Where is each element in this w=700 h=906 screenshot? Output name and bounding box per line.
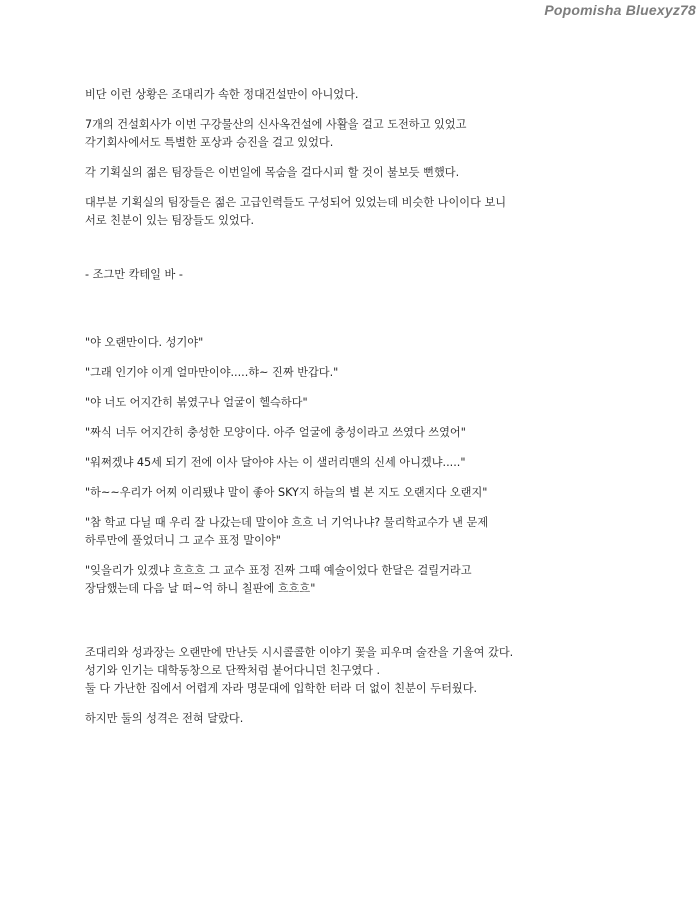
paragraph — [85, 644, 665, 698]
text-line: "잊을리가 있겠냐 흐흐흐 그 교수 표정 진짜 그때 예술이었다 한달은 걸릴거라고 — [85, 564, 472, 577]
dialogue-line — [85, 424, 665, 442]
paragraph — [85, 164, 665, 182]
text-line: 하지만 둘의 성격은 전혀 달랐다. — [85, 712, 244, 725]
dialogue-line — [85, 394, 665, 412]
paragraph — [85, 86, 665, 104]
dialogue-line — [85, 454, 665, 472]
text-line: 둘 다 가난한 집에서 어렵게 자라 명문대에 입학한 터라 더 없이 친분이 두터웠다. — [85, 682, 478, 695]
paragraph — [85, 710, 665, 728]
text-line: 하루만에 풀었더니 그 교수 표정 말이야" — [85, 534, 281, 547]
text-line: 서로 친분이 있는 팀장들도 있었다. — [85, 214, 255, 227]
spacer — [85, 296, 665, 334]
dialogue-line — [85, 484, 665, 502]
text-line: "그래 인기야 이게 얼마만이야.....햐~ 진짜 반갑다." — [85, 366, 339, 379]
watermark: Popomisha Bluexyz78 — [544, 2, 696, 18]
text-line: "하~~우리가 어찌 이리됐냐 말이 좋아 SKY지 하늘의 별 본 지도 오랜지다 오랜지" — [85, 486, 488, 499]
dialogue-line — [85, 562, 665, 598]
text-line: - 조그만 칵테일 바 - — [85, 268, 183, 281]
text-line: 비단 이런 상황은 조대리가 속한 정대건설만이 아니었다. — [85, 88, 359, 101]
dialogue-line — [85, 334, 665, 352]
spacer — [85, 610, 665, 644]
text-line: 장담했는데 다음 날 떠~억 하니 칠판에 흐흐흐" — [85, 582, 316, 595]
text-line: "야 오랜만이다. 성기야" — [85, 336, 204, 349]
text-line: "워쩌겠냐 45세 되기 전에 이사 달아야 사는 이 샐러리맨의 신세 아니겠냐....." — [85, 456, 466, 469]
text-line: 성기와 인기는 대학동창으로 단짝처럼 붙어다니던 친구였다 . — [85, 664, 381, 677]
dialogue-line — [85, 364, 665, 382]
paragraph — [85, 116, 665, 152]
paragraph — [85, 194, 665, 230]
spacer — [85, 242, 665, 266]
text-line: 각기회사에서도 특별한 포상과 승진을 걸고 있었다. — [85, 136, 334, 149]
text-line: "참 학교 다닐 때 우리 잘 나갔는데 말이야 흐흐 너 기억나냐? 물리학교수가 낸 문제 — [85, 516, 489, 529]
text-line: 조대리와 성과장는 오랜만에 만난듯 시시콜콜한 이야기 꽃을 피우며 술잔을 기울여 갔다. — [85, 646, 514, 659]
document-body — [85, 86, 665, 740]
scene-heading — [85, 266, 665, 284]
text-line: 각 기획실의 젊은 팀장들은 이번일에 목숨을 걸다시피 할 것이 불보듯 뻔했다. — [85, 166, 460, 179]
dialogue-line — [85, 514, 665, 550]
text-line: "짜식 너두 어지간히 충성한 모양이다. 아주 얼굴에 충성이라고 쓰였다 쓰였어" — [85, 426, 466, 439]
text-line: 7개의 건설회사가 이번 구강물산의 신사옥건설에 사활을 걸고 도전하고 있었고 — [85, 118, 467, 131]
text-line: "야 너도 어지간히 볶였구나 얼굴이 헬슥하다" — [85, 396, 308, 409]
text-line: 대부분 기획실의 팀장들은 젊은 고급인력들도 구성되어 있었는데 비슷한 나이이다 보니 — [85, 196, 507, 209]
